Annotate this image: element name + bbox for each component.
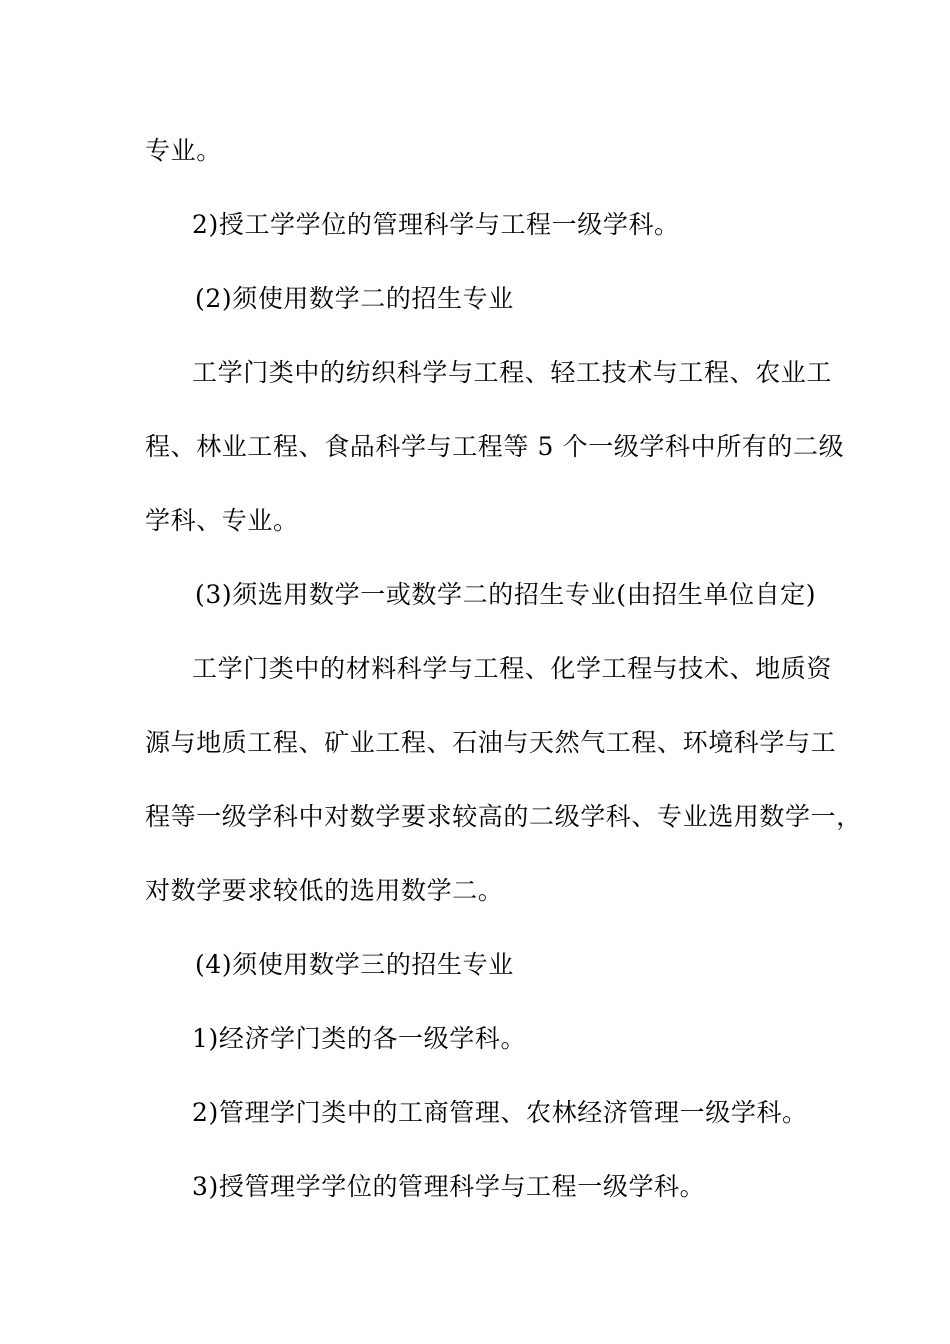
section-heading-line: (4)须使用数学三的招生专业 <box>195 950 514 979</box>
list-item-line: 1)经济学门类的各一级学科。 <box>192 1024 527 1053</box>
paragraph-line: 学科、专业。 <box>145 506 299 535</box>
section-heading-line: (2)须使用数学二的招生专业 <box>195 284 514 313</box>
paragraph-line: 源与地质工程、矿业工程、石油与天然气工程、环境科学与工 <box>145 728 837 757</box>
list-item-line: 2)授工学学位的管理科学与工程一级学科。 <box>192 210 680 239</box>
paragraph-line: 工学门类中的纺织科学与工程、轻工技术与工程、农业工 <box>192 358 833 387</box>
paragraph-line: 程等一级学科中对数学要求较高的二级学科、专业选用数学一， <box>145 802 862 831</box>
paragraph-line: 程、林业工程、食品科学与工程等 5 个一级学科中所有的二级 <box>145 432 845 461</box>
paragraph-line: 工学门类中的材料科学与工程、化学工程与技术、地质资 <box>192 654 833 683</box>
list-item-line: 2)管理学门类中的工商管理、农林经济管理一级学科。 <box>192 1098 808 1127</box>
paragraph-line: 对数学要求较低的选用数学二。 <box>145 876 504 905</box>
list-item-line: 3)授管理学学位的管理科学与工程一级学科。 <box>192 1172 706 1201</box>
section-heading-line: (3)须选用数学一或数学二的招生专业(由招生单位自定) <box>195 580 817 609</box>
paragraph-continuation-line: 专业。 <box>145 136 222 165</box>
